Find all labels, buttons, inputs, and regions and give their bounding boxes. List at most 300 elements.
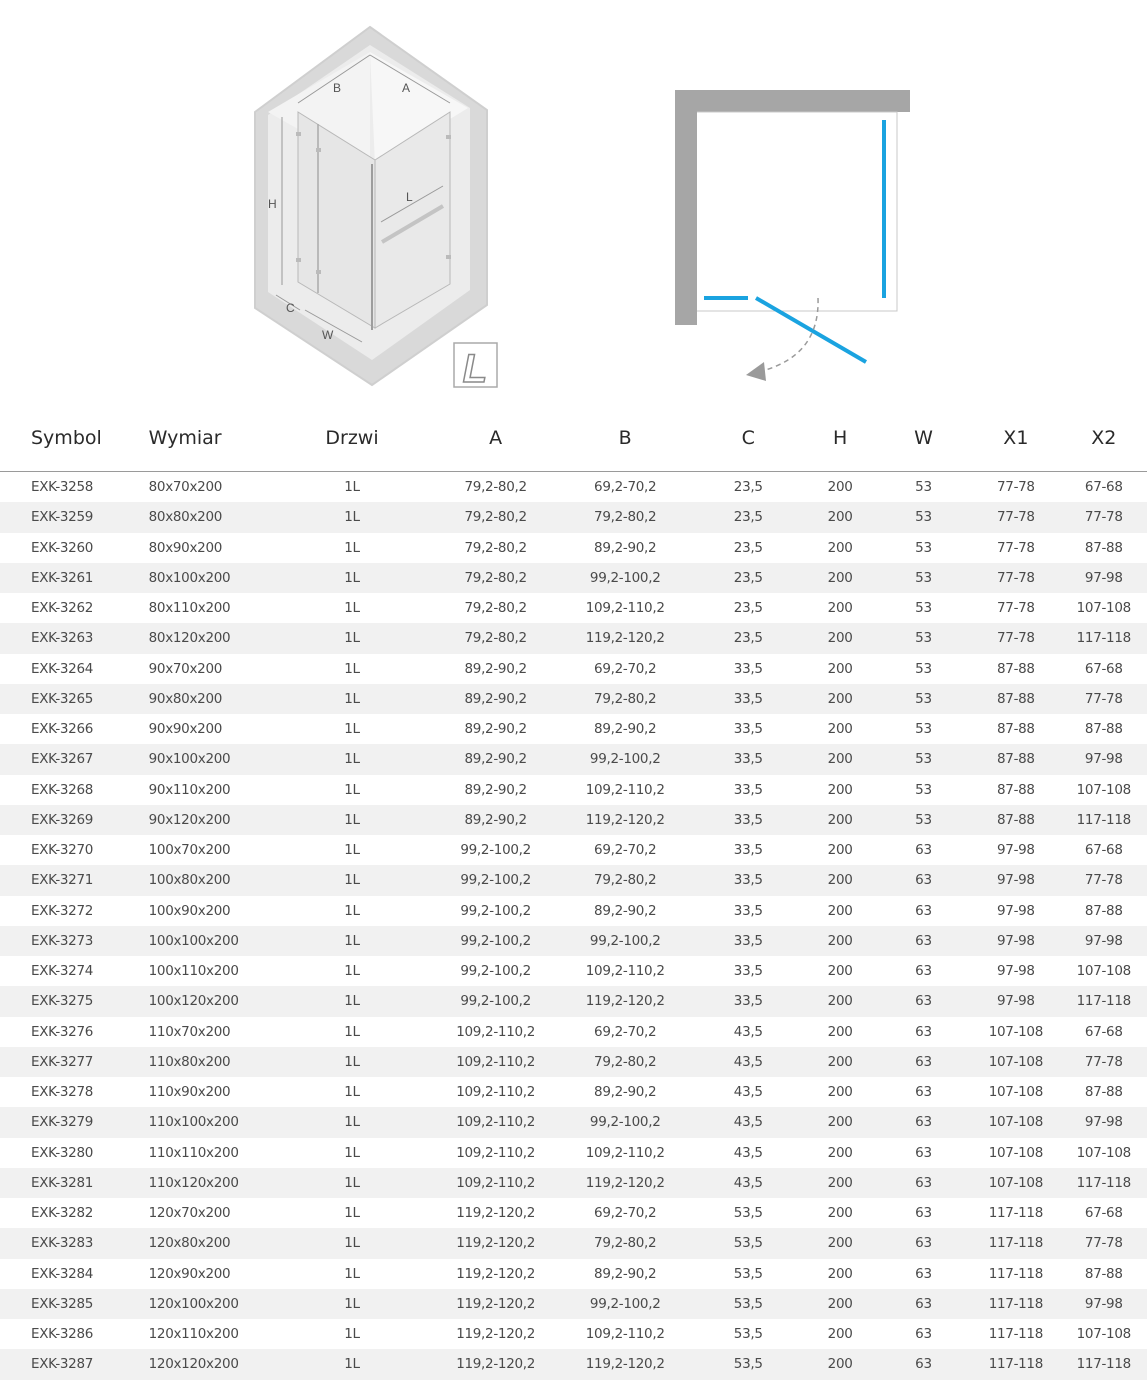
- table-cell: 77-78: [996, 479, 1035, 496]
- table-row: [0, 1138, 1147, 1168]
- dim-label-c: C: [286, 301, 295, 315]
- table-cell: 77-78: [971, 563, 1060, 593]
- table-cell: 79,2-80,2: [558, 1228, 692, 1258]
- table-cell: 53,5: [692, 1349, 804, 1379]
- table-cell: 100x100x200: [147, 926, 272, 956]
- table-cell: 67-68: [1084, 1023, 1123, 1040]
- table-cell: 67-68: [1084, 1205, 1123, 1222]
- table-cell: 200: [804, 684, 875, 714]
- table-cell: 79,2-80,2: [464, 600, 527, 617]
- table-cell: 87-88: [1084, 1084, 1123, 1101]
- table-cell: 90x80x200: [147, 684, 272, 714]
- table-cell: 119,2-120,2: [433, 1228, 559, 1258]
- table-row: [0, 1168, 1147, 1198]
- table-cell: 63: [876, 1289, 971, 1319]
- table-cell: EXK-3279: [0, 1107, 147, 1137]
- table-cell: 79,2-80,2: [464, 539, 527, 556]
- table-cell: 110x80x200: [147, 1047, 272, 1077]
- table-cell: 1L: [344, 1205, 360, 1222]
- table-cell: 107-108: [1076, 600, 1131, 617]
- table-cell: 107-108: [1076, 963, 1131, 980]
- table-cell: 69,2-70,2: [594, 1023, 657, 1040]
- table-cell: 79,2-80,2: [558, 1047, 692, 1077]
- column-header: Symbol: [0, 405, 147, 472]
- table-cell: 63: [915, 1265, 932, 1282]
- table-cell: 1L: [344, 842, 360, 859]
- table-cell: 89,2-90,2: [594, 721, 657, 738]
- table-cell: 200: [827, 721, 853, 738]
- table-row: [0, 563, 1147, 593]
- table-cell: 117-118: [1061, 1168, 1147, 1198]
- table-cell: EXK-3258: [31, 479, 94, 496]
- table-cell: 200: [827, 1084, 853, 1101]
- table-cell: 80x110x200: [148, 600, 231, 617]
- table-row: [0, 502, 1147, 532]
- table-cell: 1L: [344, 902, 360, 919]
- table-cell: EXK-3267: [0, 744, 147, 774]
- table-cell: 43,5: [692, 1047, 804, 1077]
- table-cell: 117-118: [971, 1228, 1060, 1258]
- table-cell: 33,5: [733, 842, 763, 859]
- table-cell: 120x80x200: [147, 1228, 272, 1258]
- table-cell: 1L: [344, 1265, 360, 1282]
- table-cell: 107-108: [988, 1023, 1044, 1040]
- table-cell: 97-98: [1061, 744, 1147, 774]
- table-cell: 97-98: [1061, 926, 1147, 956]
- table-cell: 79,2-80,2: [558, 684, 692, 714]
- table-cell: 100x70x200: [148, 842, 231, 859]
- table-cell: 200: [827, 842, 853, 859]
- table-cell: 23,5: [733, 479, 763, 496]
- table-cell: EXK-3264: [31, 660, 94, 677]
- table-cell: 63: [876, 1047, 971, 1077]
- table-cell: 89,2-90,2: [464, 660, 527, 677]
- table-row: [0, 593, 1147, 623]
- table-cell: 200: [804, 986, 875, 1016]
- table-cell: 200: [804, 1047, 875, 1077]
- table-cell: 77-78: [1061, 502, 1147, 532]
- table-cell: 87-88: [1084, 902, 1123, 919]
- table-header: [0, 405, 1147, 472]
- table-row: [0, 623, 1147, 653]
- table-cell: EXK-3276: [31, 1023, 94, 1040]
- table-cell: 119,2-120,2: [558, 986, 692, 1016]
- table-cell: 89,2-90,2: [594, 1084, 657, 1101]
- table-cell: 89,2-90,2: [594, 902, 657, 919]
- table-cell: 1L: [271, 926, 433, 956]
- table-cell: 87-88: [1084, 539, 1123, 556]
- table-cell: 90x90x200: [148, 721, 223, 738]
- table-cell: 99,2-100,2: [558, 926, 692, 956]
- table-cell: 79,2-80,2: [464, 479, 527, 496]
- table-cell: 1L: [344, 1023, 360, 1040]
- table-cell: 1L: [271, 1047, 433, 1077]
- table-cell: 99,2-100,2: [558, 744, 692, 774]
- table-cell: 1L: [271, 1228, 433, 1258]
- table-cell: EXK-3287: [0, 1349, 147, 1379]
- table-cell: 1L: [271, 744, 433, 774]
- table-cell: 1L: [271, 684, 433, 714]
- table-cell: 99,2-100,2: [558, 1107, 692, 1137]
- table-row: [0, 1319, 1147, 1349]
- table-cell: 63: [876, 1107, 971, 1137]
- table-cell: 1L: [344, 1144, 360, 1161]
- table-cell: 1L: [344, 660, 360, 677]
- table-cell: 120x70x200: [148, 1205, 231, 1222]
- table-cell: 120x120x200: [147, 1349, 272, 1379]
- isometric-cabin-drawing: [255, 27, 487, 385]
- table-cell: 77-78: [971, 502, 1060, 532]
- table-cell: EXK-3270: [31, 842, 94, 859]
- column-header: X2: [1061, 405, 1147, 472]
- table-row: [0, 1017, 1147, 1047]
- table-cell: 97-98: [1061, 1107, 1147, 1137]
- table-cell: 1L: [271, 1168, 433, 1198]
- table-cell: 119,2-120,2: [433, 1289, 559, 1319]
- table-cell: EXK-3285: [0, 1289, 147, 1319]
- table-cell: 119,2-120,2: [433, 1349, 559, 1379]
- table-cell: EXK-3277: [0, 1047, 147, 1077]
- table-cell: 107-108: [988, 1084, 1044, 1101]
- table-cell: EXK-3266: [31, 721, 94, 738]
- table-cell: 90x110x200: [148, 781, 231, 798]
- table-cell: 53: [876, 684, 971, 714]
- table-cell: 107-108: [1076, 781, 1131, 798]
- table-cell: EXK-3260: [31, 539, 94, 556]
- table-cell: 1L: [271, 1107, 433, 1137]
- table-cell: 200: [827, 539, 853, 556]
- table-cell: 23,5: [692, 563, 804, 593]
- table-cell: 109,2-110,2: [456, 1144, 536, 1161]
- table-cell: 97-98: [971, 865, 1060, 895]
- table-cell: 200: [804, 865, 875, 895]
- table-cell: 53: [876, 563, 971, 593]
- table-cell: 119,2-120,2: [558, 805, 692, 835]
- table-cell: 200: [804, 926, 875, 956]
- table-cell: 1L: [271, 1289, 433, 1319]
- table-cell: 1L: [344, 600, 360, 617]
- table-row: [0, 865, 1147, 895]
- table-cell: 53: [876, 744, 971, 774]
- table-cell: 53: [915, 539, 932, 556]
- table-cell: 63: [876, 1349, 971, 1379]
- table-row: [0, 1228, 1147, 1258]
- table-cell: 53: [915, 721, 932, 738]
- dim-label-h: H: [268, 197, 277, 211]
- table-row: [0, 654, 1147, 684]
- table-cell: 107-108: [1076, 1144, 1131, 1161]
- table-cell: 109,2-110,2: [433, 1047, 559, 1077]
- table-cell: EXK-3263: [0, 623, 147, 653]
- table-cell: 53: [915, 479, 932, 496]
- table-cell: 23,5: [692, 502, 804, 532]
- product-figure: [0, 0, 1147, 405]
- table-cell: 1L: [271, 502, 433, 532]
- table-cell: 53,5: [692, 1228, 804, 1258]
- table-cell: 1L: [344, 479, 360, 496]
- table-cell: 97-98: [971, 986, 1060, 1016]
- table-cell: EXK-3275: [0, 986, 147, 1016]
- table-row: [0, 956, 1147, 986]
- table-cell: 1L: [344, 781, 360, 798]
- column-header: C: [692, 405, 804, 472]
- table-cell: 87-88: [971, 744, 1060, 774]
- column-header: A: [433, 405, 559, 472]
- table-cell: EXK-3281: [0, 1168, 147, 1198]
- table-cell: 99,2-100,2: [433, 926, 559, 956]
- table-cell: 99,2-100,2: [460, 902, 531, 919]
- table-cell: 63: [876, 986, 971, 1016]
- table-cell: 200: [827, 1326, 853, 1343]
- table-cell: 53: [915, 660, 932, 677]
- table-cell: 77-78: [996, 539, 1035, 556]
- table-cell: 200: [804, 502, 875, 532]
- table-cell: 1L: [344, 721, 360, 738]
- table-cell: 69,2-70,2: [594, 1205, 657, 1222]
- table-cell: 117-118: [971, 1289, 1060, 1319]
- table-cell: 110x110x200: [148, 1144, 239, 1161]
- table-cell: 1L: [271, 1349, 433, 1379]
- table-cell: 117-118: [971, 1349, 1060, 1379]
- table-cell: 117-118: [1061, 805, 1147, 835]
- table-cell: 63: [915, 1084, 932, 1101]
- table-cell: 87-88: [971, 805, 1060, 835]
- table-cell: 87-88: [1084, 1265, 1123, 1282]
- table-cell: 200: [804, 1228, 875, 1258]
- table-cell: 109,2-110,2: [456, 1084, 536, 1101]
- table-cell: 43,5: [733, 1023, 763, 1040]
- table-cell: 109,2-110,2: [433, 1107, 559, 1137]
- table-cell: 110x90x200: [148, 1084, 231, 1101]
- table-cell: 119,2-120,2: [456, 1326, 536, 1343]
- table-cell: 80x80x200: [147, 502, 272, 532]
- door-type-badge-letter: L: [462, 347, 488, 391]
- table-cell: 109,2-110,2: [433, 1168, 559, 1198]
- table-cell: 43,5: [692, 1168, 804, 1198]
- table-cell: 77-78: [971, 623, 1060, 653]
- table-cell: 119,2-120,2: [456, 1265, 536, 1282]
- table-cell: 67-68: [1084, 479, 1123, 496]
- table-cell: 1L: [344, 539, 360, 556]
- table-cell: 87-88: [996, 660, 1035, 677]
- dim-label-w: W: [322, 328, 334, 342]
- table-cell: 33,5: [733, 902, 763, 919]
- table-cell: 33,5: [733, 963, 763, 980]
- table-cell: 109,2-110,2: [456, 1023, 536, 1040]
- table-cell: EXK-3262: [31, 600, 94, 617]
- table-cell: 1L: [271, 986, 433, 1016]
- table-row: [0, 896, 1147, 926]
- table-cell: 53,5: [733, 1265, 763, 1282]
- table-cell: 89,2-90,2: [464, 721, 527, 738]
- table-cell: EXK-3265: [0, 684, 147, 714]
- table-cell: EXK-3278: [31, 1084, 94, 1101]
- table-cell: 89,2-90,2: [594, 539, 657, 556]
- table-cell: 99,2-100,2: [460, 963, 531, 980]
- table-cell: 120x90x200: [148, 1265, 231, 1282]
- table-cell: EXK-3269: [0, 805, 147, 835]
- table-cell: 53: [876, 623, 971, 653]
- table-cell: 1L: [271, 805, 433, 835]
- table-cell: 53: [876, 502, 971, 532]
- table-cell: 99,2-100,2: [558, 1289, 692, 1319]
- table-cell: 1L: [344, 1084, 360, 1101]
- column-header: Wymiar: [147, 405, 272, 472]
- table-cell: 87-88: [996, 721, 1035, 738]
- table-cell: 33,5: [692, 865, 804, 895]
- table-cell: 117-118: [988, 1326, 1044, 1343]
- table-cell: EXK-3259: [0, 502, 147, 532]
- column-header: X1: [971, 405, 1060, 472]
- plan-view-diagram: [675, 90, 910, 381]
- table-cell: 43,5: [733, 1144, 763, 1161]
- table-cell: 200: [827, 1023, 853, 1040]
- dimensions-table: [0, 405, 1147, 1380]
- table-cell: 200: [827, 781, 853, 798]
- table-cell: 200: [804, 1168, 875, 1198]
- table-cell: 67-68: [1084, 660, 1123, 677]
- table-cell: 53: [915, 600, 932, 617]
- table-row: [0, 472, 1147, 503]
- table-cell: 200: [827, 600, 853, 617]
- table-cell: 200: [827, 902, 853, 919]
- table-cell: 109,2-110,2: [585, 600, 665, 617]
- table-cell: 63: [915, 1023, 932, 1040]
- table-cell: 89,2-90,2: [433, 684, 559, 714]
- table-cell: EXK-3286: [31, 1326, 94, 1343]
- table-cell: 200: [804, 1349, 875, 1379]
- table-row: [0, 714, 1147, 744]
- table-cell: 97-98: [996, 842, 1035, 859]
- table-row: [0, 986, 1147, 1016]
- table-cell: 33,5: [733, 721, 763, 738]
- table-row: [0, 1289, 1147, 1319]
- table-cell: 90x100x200: [147, 744, 272, 774]
- table-cell: 79,2-80,2: [558, 502, 692, 532]
- table-cell: 117-118: [1061, 986, 1147, 1016]
- dim-label-l: L: [406, 190, 413, 204]
- table-cell: 77-78: [996, 600, 1035, 617]
- table-row: [0, 1259, 1147, 1289]
- table-row: [0, 835, 1147, 865]
- table-cell: 200: [827, 660, 853, 677]
- table-cell: 69,2-70,2: [594, 660, 657, 677]
- table-cell: 110x100x200: [147, 1107, 272, 1137]
- table-cell: 200: [827, 1144, 853, 1161]
- table-cell: 119,2-120,2: [558, 623, 692, 653]
- table-cell: EXK-3282: [31, 1205, 94, 1222]
- table-cell: 107-108: [971, 1168, 1060, 1198]
- table-cell: 53,5: [733, 1205, 763, 1222]
- table-cell: 79,2-80,2: [558, 865, 692, 895]
- table-row: [0, 684, 1147, 714]
- table-cell: 79,2-80,2: [433, 563, 559, 593]
- table-cell: 69,2-70,2: [594, 842, 657, 859]
- table-cell: EXK-3272: [31, 902, 94, 919]
- table-cell: 53,5: [733, 1326, 763, 1343]
- table-cell: 89,2-90,2: [433, 744, 559, 774]
- table-cell: 63: [915, 1205, 932, 1222]
- table-cell: 97-98: [1061, 1289, 1147, 1319]
- table-cell: 77-78: [1061, 1228, 1147, 1258]
- table-cell: 200: [804, 1107, 875, 1137]
- table-cell: 77-78: [1061, 865, 1147, 895]
- table-cell: 120x110x200: [148, 1326, 239, 1343]
- table-cell: 200: [827, 479, 853, 496]
- table-cell: 110x120x200: [147, 1168, 272, 1198]
- table-cell: 99,2-100,2: [433, 986, 559, 1016]
- table-cell: 99,2-100,2: [433, 865, 559, 895]
- table-cell: 97-98: [996, 902, 1035, 919]
- column-header: W: [876, 405, 971, 472]
- table-cell: 33,5: [692, 805, 804, 835]
- table-row: [0, 926, 1147, 956]
- table-cell: 63: [915, 963, 932, 980]
- table-cell: 120x100x200: [147, 1289, 272, 1319]
- table-cell: 90x120x200: [147, 805, 272, 835]
- table-cell: 109,2-110,2: [585, 781, 665, 798]
- table-cell: 107-108: [1076, 1326, 1131, 1343]
- table-cell: 119,2-120,2: [558, 1168, 692, 1198]
- table-cell: 97-98: [1061, 563, 1147, 593]
- table-cell: 33,5: [692, 986, 804, 1016]
- table-cell: 79,2-80,2: [433, 502, 559, 532]
- table-cell: 77-78: [1061, 1047, 1147, 1077]
- table-cell: 33,5: [733, 660, 763, 677]
- table-cell: 107-108: [988, 1144, 1044, 1161]
- table-cell: 109,2-110,2: [585, 1326, 665, 1343]
- table-cell: 100x90x200: [148, 902, 231, 919]
- table-cell: 99,2-100,2: [558, 563, 692, 593]
- table-cell: 43,5: [692, 1107, 804, 1137]
- table-cell: 87-88: [1084, 721, 1123, 738]
- table-cell: EXK-3261: [0, 563, 147, 593]
- table-row: [0, 744, 1147, 774]
- table-cell: 109,2-110,2: [585, 1144, 665, 1161]
- door-type-badge: [454, 343, 497, 391]
- table-cell: 53: [915, 781, 932, 798]
- table-cell: EXK-3283: [0, 1228, 147, 1258]
- table-cell: 1L: [344, 963, 360, 980]
- table-cell: 80x70x200: [148, 479, 223, 496]
- table-cell: 1L: [344, 1326, 360, 1343]
- table-cell: 90x70x200: [148, 660, 223, 677]
- table-row: [0, 1077, 1147, 1107]
- table-cell: 23,5: [692, 623, 804, 653]
- table-cell: 33,5: [692, 744, 804, 774]
- table-cell: 117-118: [1061, 1349, 1147, 1379]
- table-cell: 97-98: [996, 963, 1035, 980]
- table-cell: 63: [915, 842, 932, 859]
- table-cell: 200: [804, 563, 875, 593]
- table-cell: 33,5: [692, 684, 804, 714]
- table-row: [0, 1198, 1147, 1228]
- table-cell: 23,5: [733, 600, 763, 617]
- table-cell: 33,5: [692, 926, 804, 956]
- table-cell: EXK-3274: [31, 963, 94, 980]
- table-cell: 1L: [271, 865, 433, 895]
- table-cell: 1L: [271, 563, 433, 593]
- column-header: H: [804, 405, 875, 472]
- table-cell: 89,2-90,2: [464, 781, 527, 798]
- table-cell: EXK-3284: [31, 1265, 94, 1282]
- header-row: [0, 405, 1147, 472]
- table-row: [0, 1107, 1147, 1137]
- table-cell: 200: [827, 963, 853, 980]
- table-cell: 63: [876, 1168, 971, 1198]
- table-cell: 63: [915, 902, 932, 919]
- table-row: [0, 1047, 1147, 1077]
